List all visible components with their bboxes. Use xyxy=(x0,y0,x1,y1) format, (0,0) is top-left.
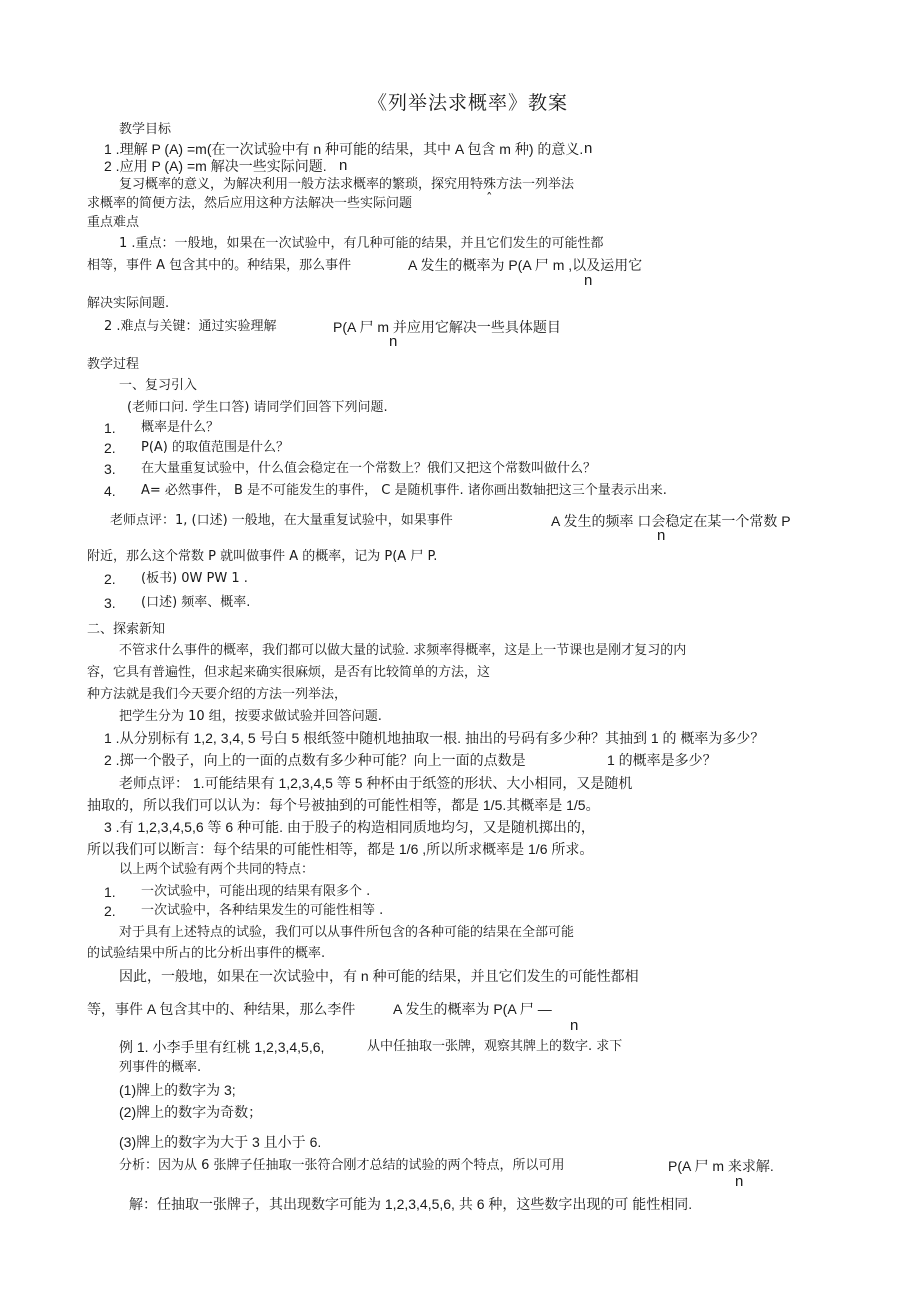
page-title: 《列举法求概率》教案 xyxy=(368,92,569,114)
objectives-paragraph-line: 求概率的简便方法，然后应用这种方法解决一些实际问题 xyxy=(87,196,413,211)
summary-line: 因此，一般地，如果在一次试验中，有 n 种可能的结果，并且它们发生的可能性都相 xyxy=(119,968,639,984)
experiment-1: 1 .从分别标有 1,2, 3,4, 5 号白 5 根纸签中随机地抽取一根. 抽出的号码有多少种？其抽到 1 的 概率为多少？ xyxy=(104,730,765,746)
teacher-remark-line: 3 .有 1,2,3,4,5,6 等 6 种可能. 由于股子的构造相同质地均匀，又是随机掷出的， xyxy=(104,819,595,835)
keypoint-2-formula: P(A 尸 m 并应用它解决一些具体题目 xyxy=(333,319,561,335)
comment-number: 2. xyxy=(104,571,116,587)
example-question: (3)牌上的数字为大于 3 且小于 6. xyxy=(119,1134,322,1150)
question-number: 4. xyxy=(104,483,116,499)
explore-paragraph-line: 种方法就是我们今天要介绍的方法一列举法， xyxy=(87,687,348,702)
question-number: 3. xyxy=(104,461,116,477)
fraction-denominator: n xyxy=(584,140,593,157)
keypoint-2-line: 2 .难点与关键：通过实验理解 xyxy=(104,319,277,334)
example-question: (2)牌上的数字为奇数； xyxy=(119,1104,263,1120)
example-question: (1)牌上的数字为 3; xyxy=(119,1082,236,1098)
keypoints-heading: 重点难点 xyxy=(87,215,140,230)
keypoint-1-formula: A 发生的概率为 P(A 尸 m ,以及运用它 xyxy=(408,257,643,273)
question-text: 概率是什么？ xyxy=(141,420,220,435)
summary-line: 的试验结果中所占的比分析出事件的概率. xyxy=(87,946,326,961)
caret-mark: ˆ xyxy=(486,192,493,207)
objectives-paragraph-line: 复习概率的意义，为解决利用一般方法求概率的繁琐，探究用特殊方法一列举法 xyxy=(119,177,575,192)
example-solution: 解：任抽取一张牌子，其出现数字可能为 1,2,3,4,5,6, 共 6 种，这些数字出现的可 能性相同. xyxy=(129,1196,693,1212)
teacher-remark-line: 所以我们可以断言：每个结果的可能性相等，都是 1/6 ,所以所求概率是 1/6 所求。 xyxy=(87,841,594,857)
fraction-denominator: n xyxy=(339,157,348,174)
example-title-line: 列事件的概率. xyxy=(119,1060,202,1075)
question-text: P(A) 的取值范围是什么？ xyxy=(141,440,290,455)
teacher-comment-line: A 发生的频率 口会稳定在某一个常数 P xyxy=(551,513,791,529)
example-analysis: 分析：因为从 6 张牌子任抽取一张符合刚才总结的试验的两个特点，所以可用 xyxy=(119,1158,565,1173)
objectives-heading: 教学目标 xyxy=(119,122,172,137)
explore-paragraph-line: 不管求什么事件的概率，我们都可以做大量的试验. 求频率得概率，这是上一节课也是刚才复习的内 xyxy=(119,643,687,658)
summary-line: 对于具有上述特点的试验，我们可以从事件所包含的各种可能的结果在全部可能 xyxy=(119,925,575,940)
feature-text: 一次试验中，各种结果发生的可能性相等 . xyxy=(141,903,384,918)
example-analysis-formula: P(A 尸 m 来求解. xyxy=(668,1158,774,1174)
feature-text: 一次试验中，可能出现的结果有限多个 . xyxy=(141,884,371,899)
objective-item-1: 1 .理解 P (A) =m(在一次试验中有 n 种可能的结果，其中 A 包含 m 种) 的意义. xyxy=(104,141,584,157)
summary-formula: A 发生的概率为 P(A 尸 — xyxy=(393,1001,552,1017)
question-number: 2. xyxy=(104,440,116,456)
explore-paragraph-line: 容，它具有普遍性，但求起来确实很麻烦，是否有比较简单的方法，这 xyxy=(87,665,491,680)
process-heading: 教学过程 xyxy=(87,357,140,372)
experiment-2: 1 的概率是多少？ xyxy=(607,752,717,768)
fraction-denominator: n xyxy=(657,527,666,544)
feature-number: 2. xyxy=(104,903,116,919)
fraction-denominator: n xyxy=(570,1017,579,1034)
feature-number: 1. xyxy=(104,884,116,900)
review-intro: (老师口问. 学生口答) 请同学们回答下列问题. xyxy=(127,400,388,415)
keypoint-1-line: 相等，事件 A 包含其中的。种结果，那么事件 xyxy=(87,258,352,273)
comment-text: (板书) 0W PW 1 . xyxy=(141,571,248,586)
keypoint-1-line: 解决实际间题. xyxy=(87,296,170,311)
example-title-line: 例 1. 小李手里有红桃 1,2,3,4,5,6, xyxy=(119,1039,325,1055)
fraction-denominator: n xyxy=(584,272,593,289)
comment-number: 3. xyxy=(104,595,116,611)
objective-item-2: 2 .应用 P (A) =m 解决一些实际问题. xyxy=(104,158,327,174)
fraction-denominator: n xyxy=(735,1173,744,1190)
explore-paragraph-line: 把学生分为 10 组，按要求做试验并回答问题. xyxy=(119,709,382,724)
comment-text: (口述) 频率、概率. xyxy=(141,595,251,610)
explore-heading: 二、探索新知 xyxy=(87,622,166,637)
keypoint-1-line: 1 .重点：一般地，如果在一次试验中，有几种可能的结果，并且它们发生的可能性都 xyxy=(119,236,604,251)
question-number: 1. xyxy=(104,420,116,436)
review-heading: 一、复习引入 xyxy=(119,378,198,393)
fraction-denominator: n xyxy=(389,333,398,350)
teacher-remark-line: 抽取的，所以我们可以认为：每个号被抽到的可能性相等，都是 1/5.其概率是 1/5。 xyxy=(87,797,600,813)
teacher-comment-line: 附近，那么这个常数 P 就叫做事件 A 的概率，记为 P(A 尸 P. xyxy=(87,549,438,564)
summary-line: 等，事件 A 包含其中的、种结果，那么李件 xyxy=(87,1001,356,1017)
teacher-comment-line: 老师点评：1, (口述) 一般地，在大量重复试验中，如果事件 xyxy=(110,513,453,528)
experiment-2: 2 .掷一个骰子，向上的一面的点数有多少种可能？向上一面的点数是 xyxy=(104,752,526,768)
question-text: 在大量重复试验中，什么值会稳定在一个常数上？俄们又把这个常数叫做什么？ xyxy=(141,461,597,476)
features-intro: 以上两个试验有两个共同的特点： xyxy=(119,862,315,877)
teacher-remark-line: 老师点评： 1.可能结果有 1,2,3,4,5 等 5 种杯由于纸签的形状、大小相同，又是随机 xyxy=(119,775,633,791)
example-title-line: 从中任抽取一张牌，观察其牌上的数字. 求下 xyxy=(367,1039,623,1054)
question-text: A= 必然事件， B 是不可能发生的事件， C 是随机事件. 诸你画出数轴把这三个量表示出来. xyxy=(141,483,667,498)
